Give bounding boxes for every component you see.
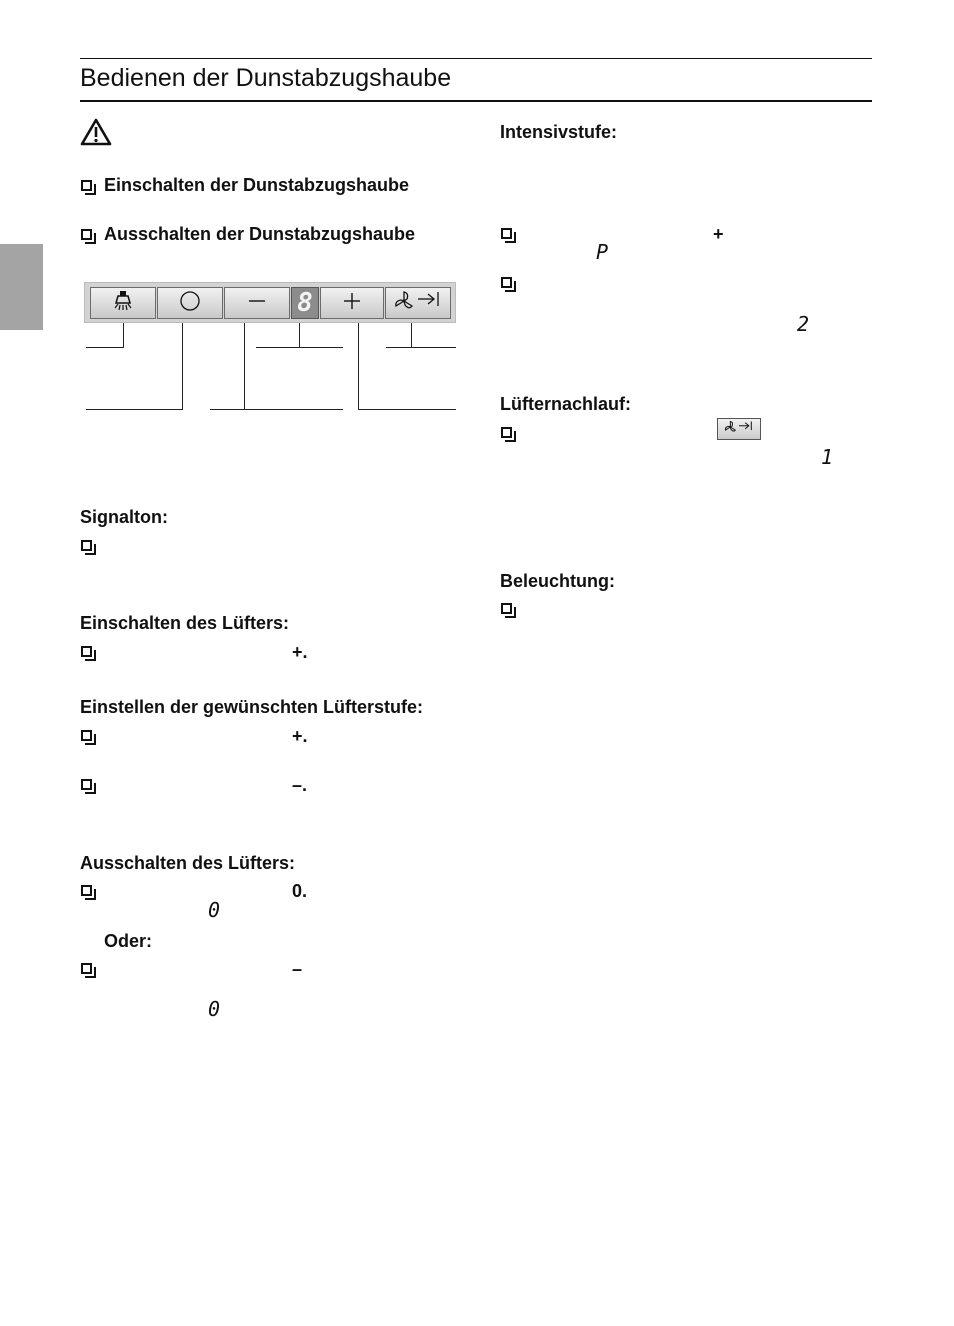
callout-line <box>358 323 359 410</box>
callout-line <box>411 323 412 348</box>
warning-icon <box>80 118 112 146</box>
control-panel <box>84 282 456 323</box>
callout-line <box>86 347 124 348</box>
callout-line <box>386 347 456 348</box>
item-ausschalten-haube: Ausschalten der Dunstabzugshaube <box>104 224 416 244</box>
minus-icon <box>247 291 267 316</box>
callout-line <box>210 409 343 410</box>
lamp-icon <box>112 289 134 318</box>
plus-symbol: + <box>713 224 724 244</box>
minus-button[interactable] <box>224 287 290 319</box>
zero-symbol: 0. <box>292 881 308 901</box>
display-zero: 0 <box>208 898 221 922</box>
checkbox-bullet <box>501 427 512 438</box>
checkbox-bullet <box>501 228 512 239</box>
fan-afterrun-button[interactable] <box>385 287 451 319</box>
display-zero: 0 <box>208 997 221 1021</box>
heading-luefternachlauf: Lüfternachlauf: <box>500 394 632 414</box>
checkbox-bullet <box>81 779 92 790</box>
heading-signalton: Signalton: <box>80 507 168 527</box>
page-title: Bedienen der Dunstabzugshaube <box>80 64 452 92</box>
callout-line <box>358 409 456 410</box>
checkbox-bullet <box>81 730 92 741</box>
level-display <box>291 287 319 319</box>
heading-luefterstufe: Einstellen der gewünschten Lüfterstufe: <box>80 697 424 717</box>
heading-luefter-ein: Einschalten des Lüfters: <box>80 613 290 633</box>
checkbox-bullet <box>81 885 92 896</box>
display-one: 1 <box>821 445 834 469</box>
power-button[interactable] <box>157 287 223 319</box>
heading-luefter-aus: Ausschalten des Lüfters: <box>80 853 296 873</box>
plus-symbol: +. <box>292 726 308 746</box>
display-p: P <box>596 240 609 264</box>
callout-line <box>123 323 124 348</box>
fan-afterrun-icon <box>392 290 444 317</box>
callout-line <box>299 323 300 348</box>
checkbox-bullet <box>501 277 512 288</box>
callout-line <box>244 323 245 410</box>
minus-symbol: –. <box>292 775 308 795</box>
item-einschalten-haube: Einschalten der Dunstabzugshaube <box>104 175 410 195</box>
callout-line <box>256 347 343 348</box>
display-digit: 8 <box>297 288 313 318</box>
fan-afterrun-key <box>717 418 761 440</box>
title-underline <box>80 100 872 102</box>
plus-symbol: +. <box>292 642 308 662</box>
callout-line <box>86 409 183 410</box>
display-two: 2 <box>797 312 810 336</box>
checkbox-bullet <box>81 540 92 551</box>
checkbox-bullet <box>81 229 92 240</box>
minus-symbol: – <box>292 959 303 979</box>
heading-beleuchtung: Beleuchtung: <box>500 571 615 591</box>
checkbox-bullet <box>501 603 512 614</box>
fan-afterrun-icon <box>723 420 755 439</box>
oder-label: Oder: <box>104 931 153 951</box>
checkbox-bullet <box>81 180 92 191</box>
heading-intensivstufe: Intensivstufe: <box>500 122 618 142</box>
callout-line <box>182 323 183 410</box>
plus-icon <box>342 291 362 316</box>
light-button[interactable] <box>90 287 156 319</box>
plus-button[interactable] <box>320 287 384 319</box>
side-tab-marker <box>0 244 43 330</box>
top-rule <box>80 58 872 59</box>
checkbox-bullet <box>81 646 92 657</box>
power-circle-icon <box>179 290 201 317</box>
checkbox-bullet <box>81 963 92 974</box>
